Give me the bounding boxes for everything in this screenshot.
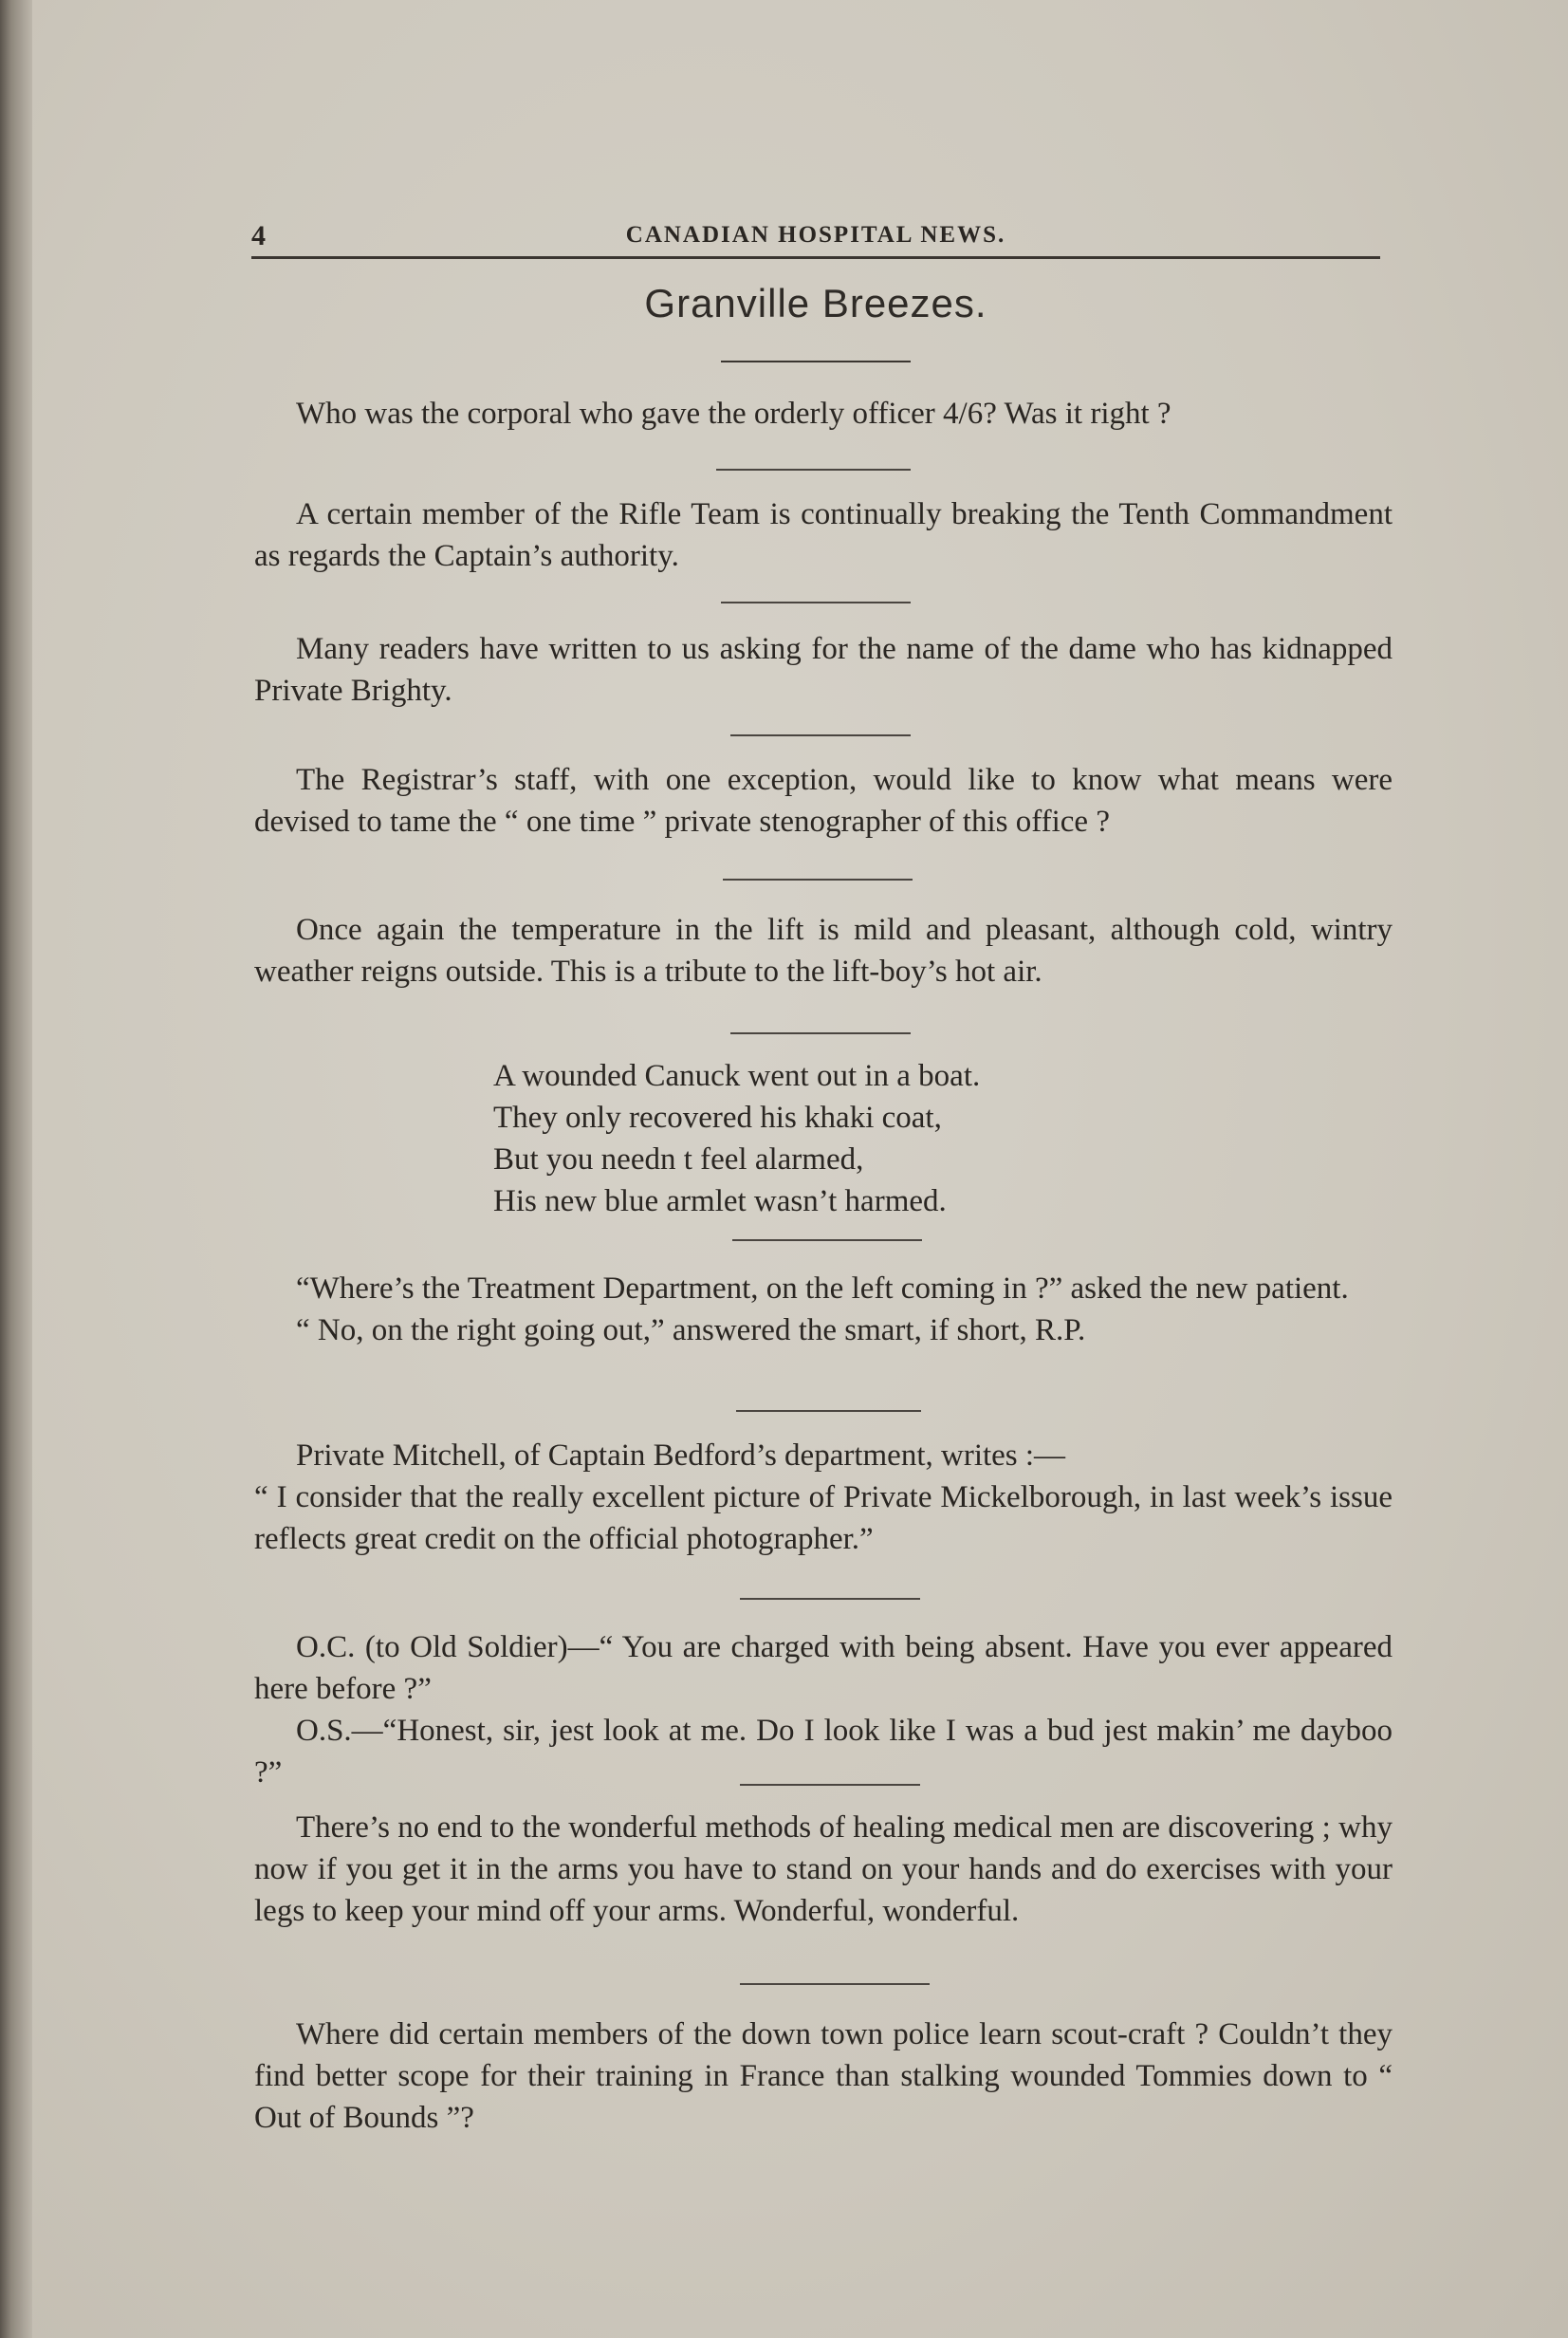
page-number: 4 <box>251 220 266 251</box>
paragraph: There’s no end to the wonderful methods of healing medical men are discovering ; why now if you get it in the arms you have to stand on your hands and do exercises with your legs to keep your mind off your arms. Wonderful, wonderful. <box>254 1810 1393 1928</box>
paragraph: O.S.—“Honest, sir, jest look at me. Do I look like I was a bud jest makin’ me dayboo ?” <box>254 1714 1393 1790</box>
separator-rule <box>730 734 911 736</box>
item-mitchell <box>254 1435 1393 1560</box>
separator-rule <box>740 1598 920 1600</box>
separator-rule <box>721 602 911 603</box>
paragraph: The Registrar’s staff, with one exception, would like to know what means were devised to tame the “ one time ” private stenographer of this office ? <box>254 763 1393 839</box>
binding-edge <box>0 0 32 2338</box>
separator-rule <box>740 1983 930 1985</box>
item-corporal <box>254 393 1393 435</box>
article-title: Granville Breezes. <box>644 281 987 325</box>
item-treatment-department <box>254 1268 1393 1351</box>
running-title: CANADIAN HOSPITAL NEWS. <box>625 222 1006 248</box>
paragraph: Once again the temperature in the lift is mild and pleasant, although cold, wintry weather reigns outside. This is a tribute to the lift-boy’s hot air. <box>254 913 1393 989</box>
header-rule <box>251 256 1380 259</box>
page-header <box>251 211 1380 252</box>
item-healing <box>254 1807 1393 1932</box>
paragraph: Many readers have written to us asking for the name of the dame who has kidnapped Private Brighty. <box>254 632 1393 708</box>
poem <box>493 1055 980 1222</box>
poem-line: They only recovered his khaki coat, <box>493 1101 942 1135</box>
paragraph: Private Mitchell, of Captain Bedford’s department, writes :— <box>296 1438 1066 1473</box>
paragraph: “Where’s the Treatment Department, on the left coming in ?” asked the new patient. <box>296 1271 1349 1306</box>
paragraph: Who was the corporal who gave the orderly officer 4/6? Was it right ? <box>296 397 1171 431</box>
title-rule <box>721 361 911 362</box>
paragraph: “ I consider that the really excellent picture of Private Mickelborough, in last week’s issue reflects great credit on the official photographer.” <box>254 1480 1393 1556</box>
item-lift <box>254 909 1393 993</box>
separator-rule <box>730 1032 911 1034</box>
paragraph: O.C. (to Old Soldier)—“ You are charged with being absent. Have you ever appeared here before ?” <box>254 1630 1393 1706</box>
separator-rule <box>736 1410 921 1412</box>
item-registrar <box>254 759 1393 843</box>
poem-line: But you needn t feel alarmed, <box>493 1142 864 1177</box>
poem-line: His new blue armlet wasn’t harmed. <box>493 1184 947 1218</box>
separator-rule <box>716 469 911 471</box>
item-brighty <box>254 628 1393 712</box>
separator-rule <box>723 879 913 881</box>
item-rifle-team <box>254 493 1393 577</box>
separator-rule <box>740 1784 920 1786</box>
item-old-soldier <box>254 1626 1393 1793</box>
separator-rule <box>732 1239 922 1241</box>
paragraph: “ No, on the right going out,” answered the smart, if short, R.P. <box>296 1313 1086 1347</box>
paragraph: Where did certain members of the down town police learn scout-craft ? Couldn’t they find better scope for their training in France than stalking wounded Tommies down to “ Out of Bounds ”? <box>254 2017 1393 2135</box>
poem-line: A wounded Canuck went out in a boat. <box>493 1059 981 1093</box>
item-police <box>254 2013 1393 2139</box>
paragraph: A certain member of the Rifle Team is continually breaking the Tenth Commandment as regards the Captain’s authority. <box>254 497 1393 573</box>
